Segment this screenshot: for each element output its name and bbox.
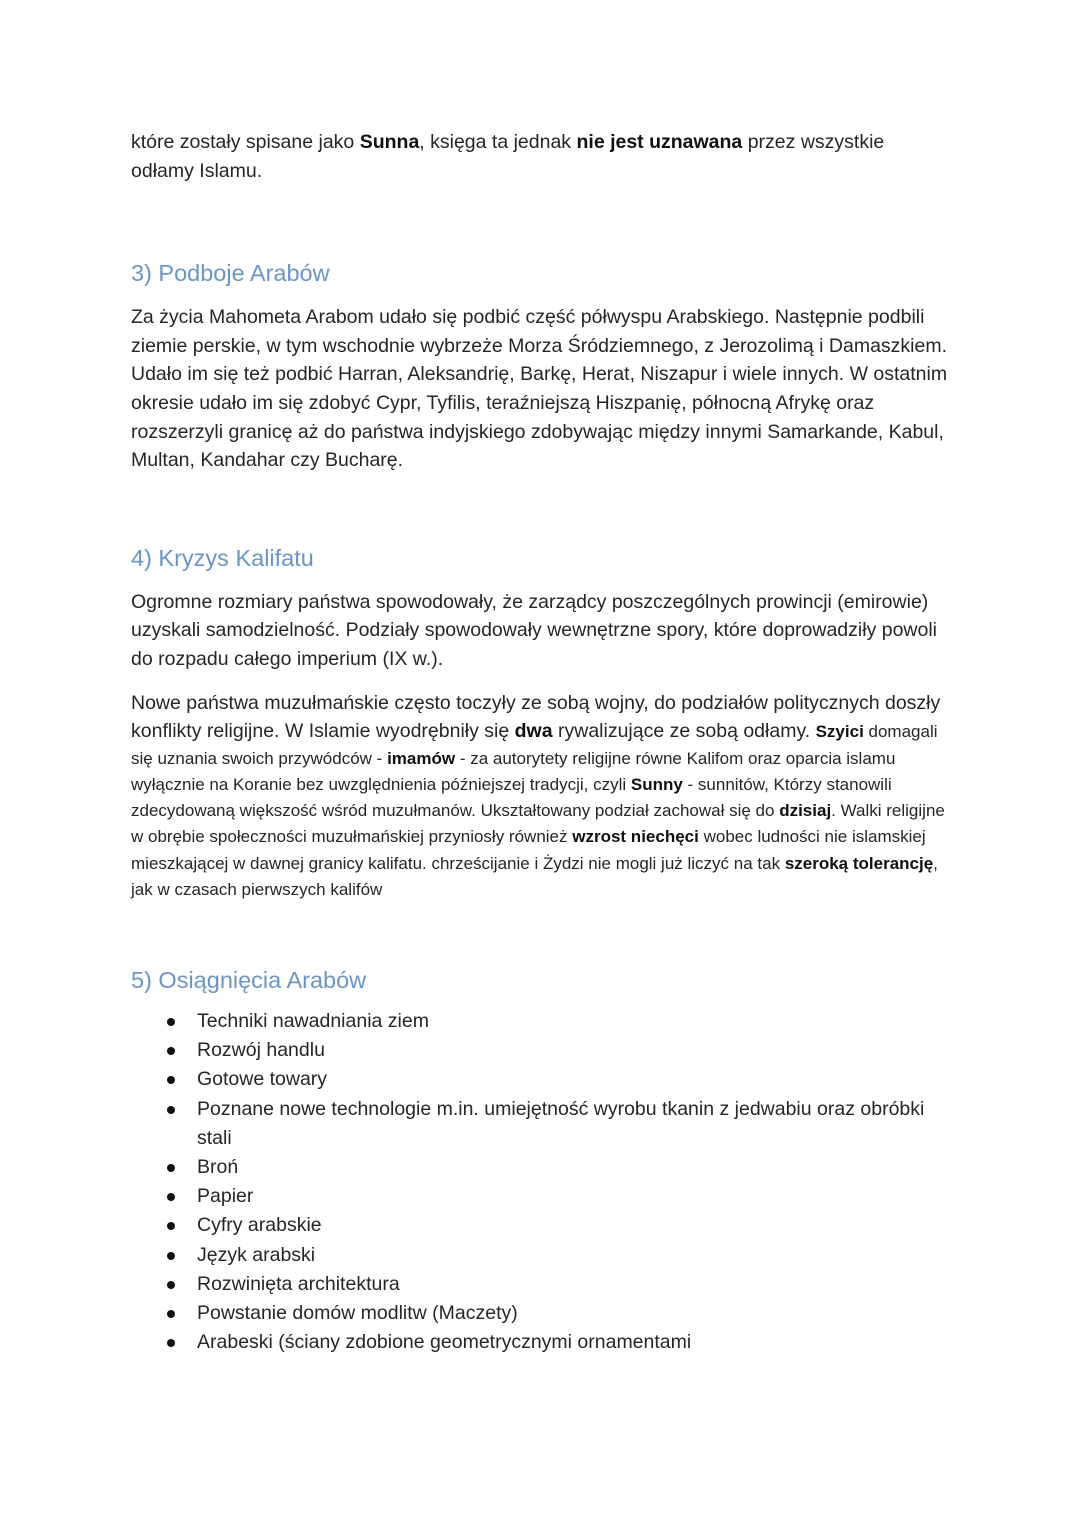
achievements-list <box>131 1007 961 1357</box>
section-3-heading: 3) Podboje Arabów <box>131 260 330 287</box>
list-item <box>131 1153 961 1182</box>
bullet-icon <box>167 1281 175 1289</box>
paragraph-text: . Walki religijne w obrębie społeczności muzułmańskiej przyniosły również <box>131 801 945 847</box>
bold-tolerance: szeroką tolerancję <box>784 853 934 873</box>
paragraph-text: Nowe państwa muzułmańskie często toczyły ze sobą wojny, do podziałów politycznych doszły konflikty religijne. W Islamie wyodrębniły się <box>131 691 941 743</box>
section-3-paragraph: Za życia Mahometa Arabom udało się podbić część półwyspu Arabskiego. Następnie podbili ziemie perskie, w tym wschodnie wybrzeże Morza Śródziemnego, z Jerozolimą i Damaszkiem. Udało im się też podbić Harran, Aleksandrię, Barkę, Herat, Niszapur i wiele innych. W ostatnim okresie udało im się zdobyć Cypr, Tyfilis, teraźniejszą Hiszpanię, północną Afrykę oraz rozszerzyli granicę aż do państwa indyjskiego zdobywając między innymi Samarkande, Kabul, Multan, Kandahar czy Bucharę. <box>131 306 948 472</box>
list-item-text: Broń <box>197 1155 239 1178</box>
list-item-text: Arabeski (ściany zdobione geometrycznymi ornamentami <box>197 1331 692 1354</box>
bold-aversion: wzrost niechęci <box>572 827 699 847</box>
bullet-icon <box>167 1310 175 1318</box>
list-item-text: Gotowe towary <box>197 1068 328 1091</box>
list-item <box>131 1036 961 1065</box>
intro-bold-not-recognized: nie jest uznawana <box>576 131 743 153</box>
paragraph-text: - sunnitów, Którzy stanowili zdecydowaną większość wśród muzułmanów. Ukształtowany podział zachował się do <box>131 774 892 821</box>
list-item-text: Techniki nawadniania ziem <box>197 1009 429 1032</box>
bullet-icon <box>167 1222 175 1230</box>
list-item-text: Rozwój handlu <box>197 1039 325 1062</box>
intro-paragraph <box>131 128 951 185</box>
bold-shia: Szyici <box>815 722 864 742</box>
list-item <box>131 1270 961 1299</box>
list-item-text: Papier <box>197 1185 254 1208</box>
paragraph-text: rywalizujące ze sobą odłamy. <box>552 720 816 743</box>
paragraph-text: , jak w czasach pierwszych kalifów <box>131 853 938 899</box>
list-item <box>131 1328 961 1357</box>
intro-bold-sunna: Sunna <box>359 131 420 153</box>
bullet-icon <box>167 1106 175 1114</box>
bullet-icon <box>167 1339 175 1347</box>
bold-sunna: Sunny <box>630 774 683 794</box>
paragraph-text: wobec ludności nie islamskiej mieszkającej w dawnej granicy kalifatu. chrześcijanie i Żydzi nie mogli już liczyć na tak <box>131 827 926 873</box>
list-item-text: Cyfry arabskie <box>197 1214 322 1237</box>
bullet-icon <box>167 1193 175 1201</box>
bullet-icon <box>167 1047 175 1055</box>
intro-text: które zostały spisane jako <box>131 131 360 153</box>
paragraph-text: domagali się uznania swoich przywódców - <box>131 722 938 768</box>
paragraph-text: - za autorytety religijne równe Kalifom oraz oparcia islamu wyłącznie na Koranie bez uwzględnienia późniejszej tradycji, czyli <box>131 748 896 794</box>
bold-today: dzisiaj <box>779 801 832 821</box>
section-4-paragraph-2 <box>131 689 961 903</box>
list-item <box>131 1095 961 1153</box>
list-item-text: Powstanie domów modlitw (Maczety) <box>197 1301 518 1324</box>
bullet-icon <box>167 1076 175 1084</box>
intro-text: , księga ta jednak <box>419 131 577 153</box>
bold-imams: imamów <box>387 748 456 768</box>
section-5-heading: 5) Osiągnięcia Arabów <box>131 966 367 993</box>
list-item <box>131 1299 961 1328</box>
list-item <box>131 1065 961 1094</box>
bullet-icon <box>167 1164 175 1172</box>
bullet-icon <box>167 1252 175 1260</box>
list-item <box>131 1182 961 1211</box>
list-item-text: Język arabski <box>197 1243 316 1266</box>
document-page <box>131 128 961 1357</box>
list-item <box>131 1241 961 1270</box>
intro-text: przez wszystkie odłamy Islamu. <box>131 131 885 182</box>
bullet-icon <box>167 1018 175 1026</box>
list-item-text: Poznane nowe technologie m.in. umiejętność wyrobu tkanin z jedwabiu oraz obróbki stali <box>197 1097 925 1149</box>
list-item-text: Rozwinięta architektura <box>197 1272 400 1295</box>
list-item <box>131 1007 961 1036</box>
list-item <box>131 1211 961 1240</box>
section-4-heading: 4) Kryzys Kalifatu <box>131 544 314 571</box>
bold-two: dwa <box>514 720 553 743</box>
section-4-paragraph-1: Ogromne rozmiary państwa spowodowały, że zarządcy poszczególnych prowincji (emirowie) uzyskali samodzielność. Podziały spowodowały wewnętrzne spory, które doprowadziły powoli do rozpadu całego imperium (IX w.). <box>131 590 938 670</box>
